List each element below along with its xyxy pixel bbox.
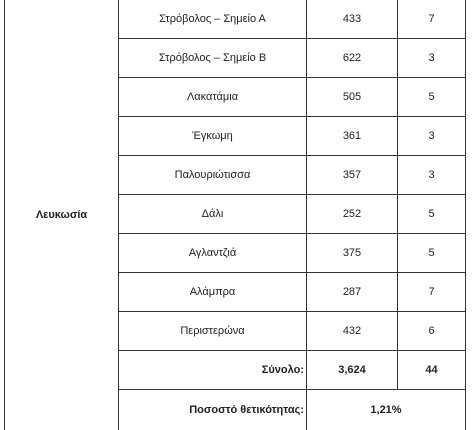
place-cell: Αλάμπρα xyxy=(119,273,307,312)
total-positives: 44 xyxy=(398,351,466,390)
city-cell: Λευκωσία xyxy=(5,0,119,430)
positivity-value: 1,21% xyxy=(307,390,466,430)
tests-cell: 505 xyxy=(307,78,398,117)
place-cell: Στρόβολος – Σημείο Α xyxy=(119,0,307,39)
positives-cell: 5 xyxy=(398,234,466,273)
positives-cell: 3 xyxy=(398,156,466,195)
positives-cell: 3 xyxy=(398,117,466,156)
tests-cell: 433 xyxy=(307,0,398,39)
positives-cell: 7 xyxy=(398,273,466,312)
place-cell: Περιστερώνα xyxy=(119,312,307,351)
tests-cell: 375 xyxy=(307,234,398,273)
tests-cell: 361 xyxy=(307,117,398,156)
positives-cell: 7 xyxy=(398,0,466,39)
positives-cell: 3 xyxy=(398,39,466,78)
tests-cell: 357 xyxy=(307,156,398,195)
positives-cell: 6 xyxy=(398,312,466,351)
tests-cell: 287 xyxy=(307,273,398,312)
place-cell: Δάλι xyxy=(119,195,307,234)
place-cell: Στρόβολος – Σημείο Β xyxy=(119,39,307,78)
tests-cell: 252 xyxy=(307,195,398,234)
positives-cell: 5 xyxy=(398,78,466,117)
place-cell: Αγλαντζιά xyxy=(119,234,307,273)
total-label: Σύνολο: xyxy=(119,351,307,390)
tests-cell: 432 xyxy=(307,312,398,351)
results-table xyxy=(4,0,466,430)
place-cell: Παλουριώτισσα xyxy=(119,156,307,195)
total-tests: 3,624 xyxy=(307,351,398,390)
place-cell: Λακατάμια xyxy=(119,78,307,117)
positives-cell: 5 xyxy=(398,195,466,234)
place-cell: Έγκωμη xyxy=(119,117,307,156)
tests-cell: 622 xyxy=(307,39,398,78)
positivity-label: Ποσοστό θετικότητας: xyxy=(119,390,307,430)
table-row xyxy=(5,0,466,39)
